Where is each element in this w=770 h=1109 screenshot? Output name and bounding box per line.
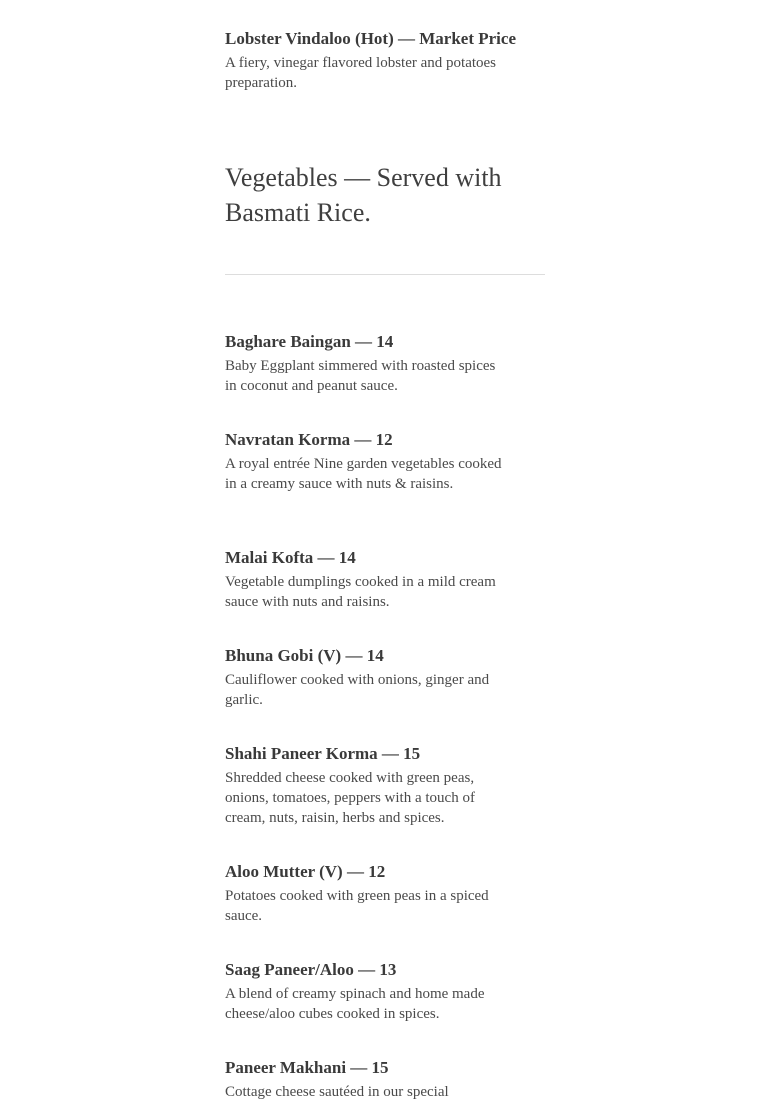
menu-item-title: Paneer Makhani — 15	[225, 1058, 389, 1077]
menu-item-title: Navratan Korma — 12	[225, 430, 393, 449]
menu-item-shahi-paneer-korma	[225, 743, 525, 828]
menu-item-description: Cottage cheese sautéed in our special	[225, 1084, 449, 1100]
menu-item-description: A fiery, vinegar flavored lobster and potatoes preparation.	[225, 55, 497, 91]
menu-item-paneer-makhani	[225, 1057, 525, 1102]
menu-item-title: Shahi Paneer Korma — 15	[225, 744, 421, 763]
menu-item-title: Aloo Mutter (V) — 12	[225, 862, 386, 881]
menu-item-description: A royal entrée Nine garden vegetables cooked in a creamy sauce with nuts & raisins.	[225, 456, 502, 492]
menu-item-navratan-korma	[225, 429, 525, 494]
menu-item-malai-kofta	[225, 547, 525, 612]
menu-item-lobster-vindaloo	[225, 28, 525, 93]
menu-item-description: Baby Eggplant simmered with roasted spices in coconut and peanut sauce.	[225, 358, 496, 394]
section-heading-vegetables: Vegetables — Served with Basmati Rice.	[225, 163, 502, 227]
menu-item-title: Baghare Baingan — 14	[225, 332, 394, 351]
section-divider	[225, 274, 545, 275]
menu-item-aloo-mutter	[225, 861, 525, 926]
menu-item-description: Cauliflower cooked with onions, ginger and garlic.	[225, 672, 490, 708]
menu-item-title: Lobster Vindaloo (Hot) — Market Price	[225, 29, 517, 48]
menu-item-title: Saag Paneer/Aloo — 13	[225, 960, 397, 979]
menu-item-title: Bhuna Gobi (V) — 14	[225, 646, 384, 665]
menu-item-saag-paneer-aloo	[225, 959, 525, 1024]
menu-item-title: Malai Kofta — 14	[225, 548, 356, 567]
menu-item-description: A blend of creamy spinach and home made cheese/aloo cubes cooked in spices.	[225, 986, 485, 1022]
menu-item-baghare-baingan	[225, 331, 525, 396]
menu-item-description: Vegetable dumplings cooked in a mild cream sauce with nuts and raisins.	[225, 574, 496, 610]
menu-item-description: Shredded cheese cooked with green peas, onions, tomatoes, peppers with a touch of cream, nuts, raisin, herbs and spices.	[225, 770, 475, 826]
menu-item-bhuna-gobi	[225, 645, 525, 710]
menu-item-description: Potatoes cooked with green peas in a spiced sauce.	[225, 888, 489, 924]
